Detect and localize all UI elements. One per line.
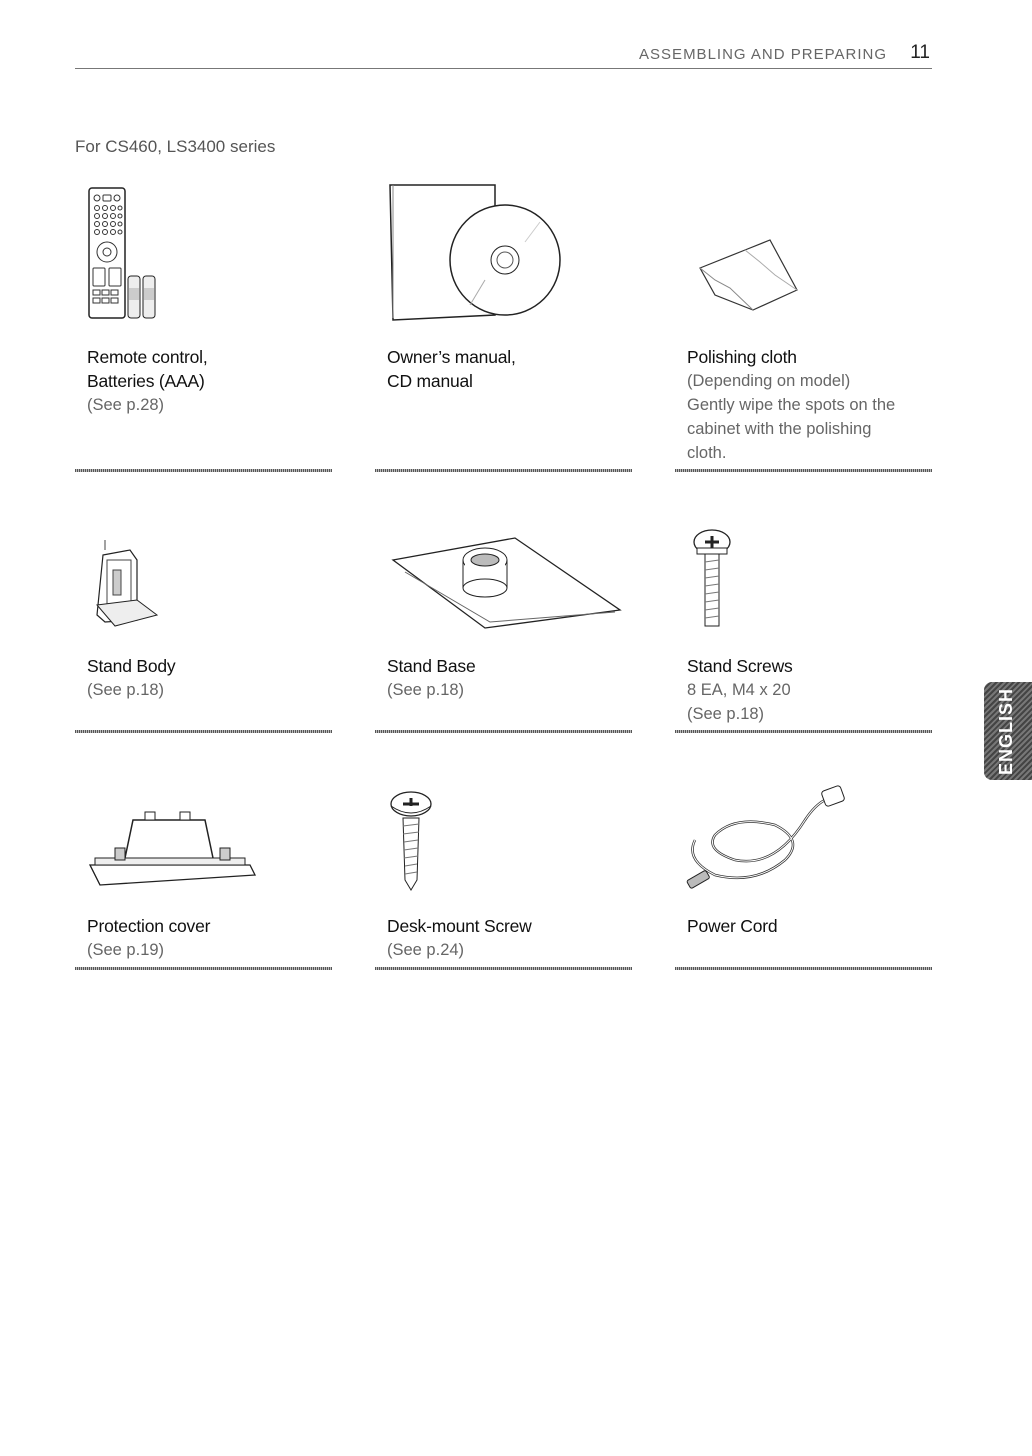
item-divider [75,469,332,472]
item-title: Desk-mount Screw [387,916,532,936]
model-series-note: For CS460, LS3400 series [75,137,276,156]
item-divider [675,469,932,472]
item-title: Stand Base [387,656,476,676]
item-title: Remote control, [87,347,208,367]
remote-control-icon [75,180,332,330]
manual-cd-icon [375,180,632,330]
polishing-cloth-icon [675,180,932,330]
item-divider [75,967,332,970]
item-title: Polishing cloth [687,347,797,367]
section-title: ASSEMBLING AND PREPARING [639,46,887,63]
stand-screw-icon [675,520,932,635]
item-description: (See p.28) [87,396,165,414]
item-divider [375,730,632,733]
item-description: (See p.19) [87,941,165,959]
item-description: (Depending on model) [687,372,851,390]
desk-mount-screw-icon [375,780,632,895]
item-title-line2: CD manual [387,371,473,391]
item-description: (See p.18) [387,681,465,699]
item-divider [75,730,332,733]
item-divider [375,967,632,970]
item-description: (See p.24) [387,941,465,959]
protection-cover-icon [75,780,332,895]
item-description: cabinet with the polishing [687,420,872,438]
page-header [75,44,932,69]
item-divider [675,730,932,733]
item-divider [375,469,632,472]
language-tab-label: ENGLISH [996,688,1016,776]
item-divider [675,967,932,970]
page-number: 11 [910,42,930,63]
item-description: (See p.18) [687,705,765,723]
item-description: cloth. [687,444,727,462]
item-title: Stand Screws [687,656,793,676]
item-title: Power Cord [687,916,778,936]
stand-body-icon [75,520,332,635]
item-description: 8 EA, M4 x 20 [687,681,791,699]
stand-base-icon [375,520,632,635]
item-title: Protection cover [87,916,211,936]
item-description: (See p.18) [87,681,165,699]
item-description: Gently wipe the spots on the [687,396,896,414]
item-title: Owner’s manual, [387,347,516,367]
language-tab [984,682,1032,780]
item-title: Stand Body [87,656,176,676]
power-cord-icon [675,780,932,895]
item-title-line2: Batteries (AAA) [87,371,205,391]
